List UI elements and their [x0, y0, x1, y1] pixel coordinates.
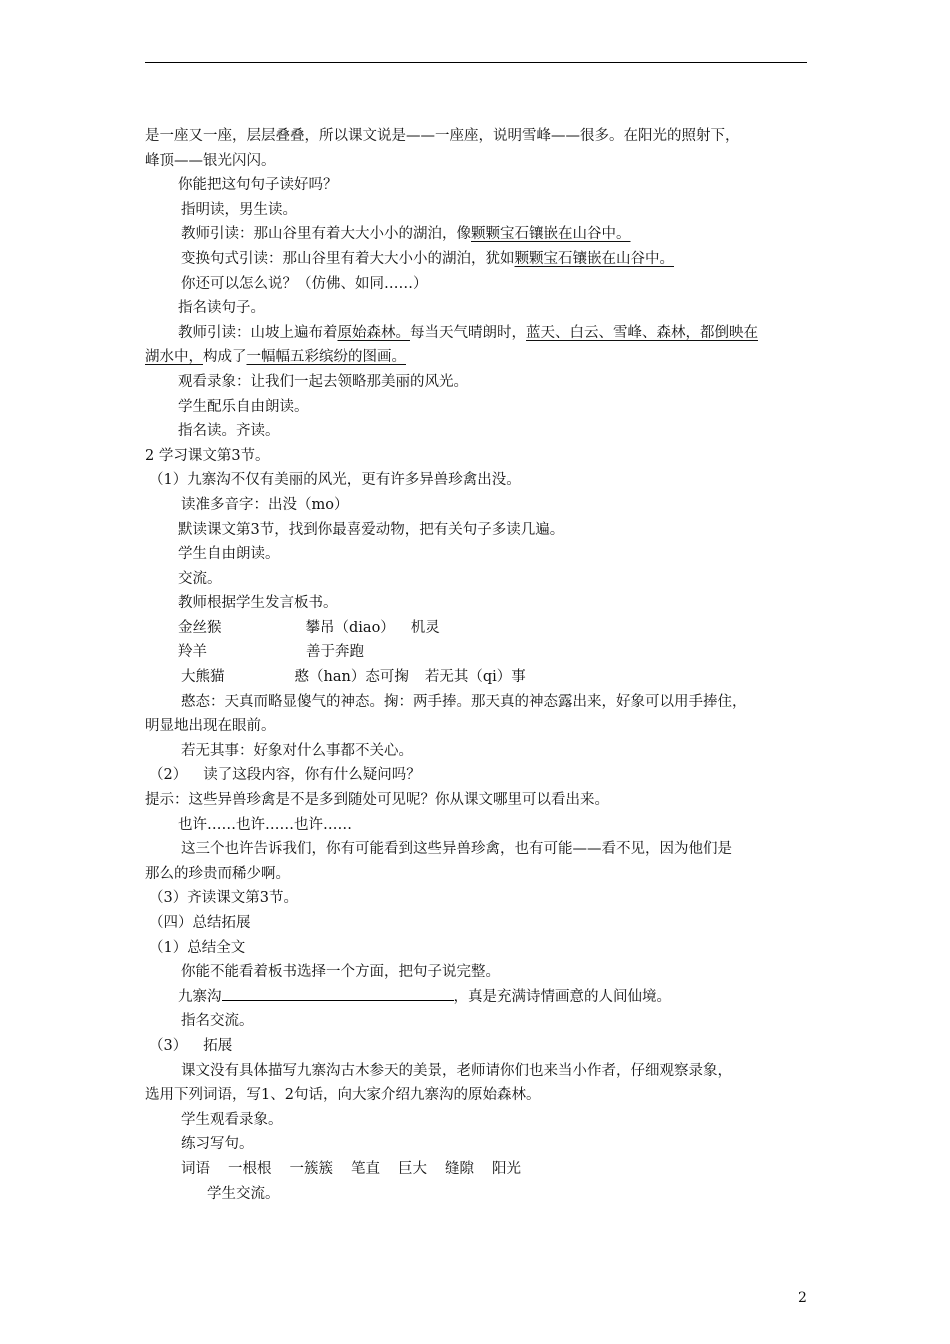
text-run: 善于奔跑 [306, 644, 364, 661]
paragraph-line: 交流。 [178, 570, 222, 587]
paragraph-line: 若无其事：好象对什么事都不关心。 [181, 742, 413, 759]
board-note-line [145, 665, 810, 690]
paragraph-line: 你能不能看着板书选择一个方面，把句子说完整。 [181, 964, 500, 981]
text-run: 构成了 [203, 349, 247, 366]
paragraph-line: （1）九寨沟不仅有美丽的风光，更有许多异兽珍禽出没。 [149, 472, 521, 489]
text-run: 憨（han）态可掬 [294, 669, 409, 686]
text-run: （3） [149, 1037, 188, 1054]
fill-in-blank [222, 986, 454, 1001]
section-heading: （四）总结拓展 [149, 915, 251, 931]
paragraph-line: 提示：这些异兽珍禽是不是多到随处可见呢？你从课文哪里可以看出来。 [145, 792, 609, 809]
text-run: 教师引读：那山谷里有着大大小小的湖泊，像 [181, 226, 471, 243]
text-run: 机灵 [410, 619, 440, 636]
underlined-text: 颗颗宝石镶嵌在山谷中。 [514, 250, 674, 267]
text-run: 每当天气晴朗时， [410, 324, 526, 341]
text-run: 教师引读：山坡上遍布着 [178, 324, 338, 341]
underlined-text: 颗颗宝石镶嵌在山谷中。 [471, 226, 631, 243]
underlined-text: 蓝天、白云、雪峰、森林，都倒映在 [526, 324, 758, 341]
paragraph-line [145, 763, 810, 788]
paragraph-line: 指名交流。 [181, 1013, 254, 1030]
underlined-text: 原始森林。 [337, 324, 410, 341]
paragraph-line: 憨态：天真而略显傻气的神态。掬：两手捧。那天真的神态露出来，好象可以用手捧住， [181, 693, 747, 710]
text-run: 九寨沟 [178, 988, 222, 1005]
paragraph-line: 明显地出现在眼前。 [145, 718, 276, 735]
underlined-text: 湖水中， [145, 349, 203, 366]
word-list-label: 词语 [181, 1160, 210, 1177]
paragraph-line [145, 985, 810, 1010]
word-item: 笔直 [351, 1160, 380, 1177]
underlined-text: 一幅幅五彩缤纷的图画。 [246, 349, 406, 366]
paragraph-line: 指名读。齐读。 [178, 423, 280, 440]
board-note-line [145, 616, 810, 641]
paragraph-line [145, 1034, 810, 1059]
text-run: 读了这段内容，你有什么疑问吗？ [203, 767, 421, 784]
text-run: （2） [149, 767, 188, 784]
paragraph-line: 读准多音字：出没（mo） [181, 496, 349, 513]
paragraph-line: 学生观看录象。 [181, 1111, 283, 1128]
text-run: 攀吊（diao） [305, 619, 395, 636]
paragraph-line [145, 321, 810, 346]
text-run: 若无其（qi）事 [424, 669, 526, 686]
paragraph-line: 你能把这句句子读好吗？ [178, 177, 338, 194]
text-run: 大熊猫 [181, 669, 225, 686]
paragraph-line: 观看录象：让我们一起去领略那美丽的风光。 [178, 373, 468, 390]
section-heading: 2 学习课文第3节。 [145, 447, 270, 464]
text-run: 金丝猴 [178, 619, 222, 636]
paragraph-line: （3）齐读课文第3节。 [149, 890, 298, 907]
paragraph-line: 练习写句。 [181, 1136, 254, 1153]
document-body [145, 124, 810, 1206]
word-item: 一簇簇 [289, 1160, 333, 1177]
paragraph-line: 学生自由朗读。 [178, 546, 280, 563]
paragraph-line: 也许……也许……也许…… [178, 816, 352, 833]
paragraph-line: 课文没有具体描写九寨沟古木参天的美景，老师请你们也来当小作者，仔细观察录象， [181, 1062, 732, 1079]
paragraph-line: 学生交流。 [207, 1185, 280, 1202]
paragraph-line: 指名读句子。 [178, 300, 265, 317]
paragraph-line: 指明读，男生读。 [181, 201, 297, 218]
paragraph-line [145, 247, 810, 272]
paragraph-line: 这三个也许告诉我们，你有可能看到这些异兽珍禽，也有可能——看不见，因为他们是 [181, 841, 732, 858]
paragraph-line: 教师根据学生发言板书。 [178, 595, 338, 612]
paragraph-line: 那么的珍贵而稀少啊。 [145, 865, 290, 882]
text-run: ，真是充满诗情画意的人间仙境。 [453, 988, 671, 1005]
page-number: 2 [798, 1290, 807, 1306]
text-run: 拓展 [203, 1037, 233, 1054]
header-rule [145, 62, 807, 63]
paragraph-line: 默读课文第3节，找到你最喜爱动物，把有关句子多读几遍。 [178, 521, 565, 538]
paragraph-line: （1）总结全文 [149, 939, 246, 956]
word-item: 阳光 [492, 1160, 521, 1177]
paragraph-line: 是一座又一座，层层叠叠，所以课文说是——一座座，说明雪峰——很多。在阳光的照射下， [145, 128, 740, 144]
text-run: 变换句式引读：那山谷里有着大大小小的湖泊，犹如 [181, 250, 515, 267]
paragraph-line [145, 222, 810, 247]
word-item: 一根根 [228, 1160, 272, 1177]
text-run: 羚羊 [178, 644, 207, 661]
paragraph-line: 选用下列词语，写1、2句话，向大家介绍九寨沟的原始森林。 [145, 1087, 541, 1104]
paragraph-line [145, 345, 810, 370]
paragraph-line: 你还可以怎么说？（仿佛、如同……） [181, 275, 428, 292]
board-note-line [145, 640, 810, 665]
word-item: 缝隙 [445, 1160, 474, 1177]
word-list-line [145, 1157, 810, 1182]
paragraph-line: 学生配乐自由朗读。 [178, 398, 309, 415]
paragraph-line: 峰顶——银光闪闪。 [145, 152, 276, 169]
word-item: 巨大 [398, 1160, 427, 1177]
